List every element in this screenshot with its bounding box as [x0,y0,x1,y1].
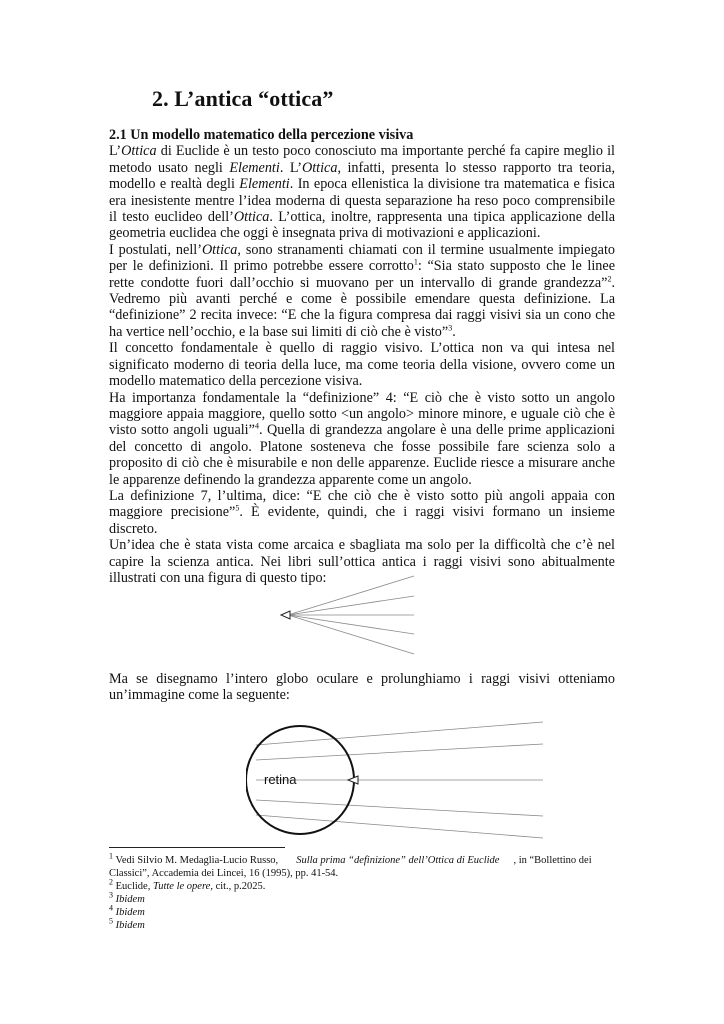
footnote-ref-5[interactable]: 5 [235,503,240,513]
paragraph-1: L’Ottica di Euclide è un testo poco conosciuto ma importante perché fa capire meglio il metodo usato negli Elementi. L’Ottica, infatti, presenta lo stesso rapporto tra teoria, modello e realtà degli Elementi. In epoca ellenistica la divisione tra matematica e fisica era inesistente mentre l’idea moderna di questa separazione ha reso poco comprensibile il testo euclideo dell’Ottica. L’ottica, inoltre, rappresenta una tipica applicazione della geometria euclidea che oggi è insegnata priva di motivazioni e applicazioni. [109,143,616,242]
footnote-ref-1[interactable]: 1 [413,257,418,267]
footnote-3: $^3$ Ibidem [109,890,145,905]
section-heading: 2.1 Un modello matematico della percezione visiva [109,127,414,143]
paragraph-5: La definizione 7, l’ultima, dice: “E che ciò che è visto sotto più angoli appaia con maggiore precisione”$^5$. È evidente, quindi, che i raggi visivi formano un insieme discreto. [109,487,615,537]
paragraph-2: I postulati, nell’Ottica, sono stranamenti chiamati con il termine usualmente impiegato per le definizioni. Il primo potrebbe essere corrotto$^1$: “Sia stato supposto che le linee rette condotte fuori dall’occhio si muovano per un intervallo di grande grandezza”$^2$. Vedremo più avanti perché e come è possibile emendare questa definizione. La “definizione” 2 recita invece: “E che la figura compresa dai raggi visivi sia un cono che ha vertice nell’occhio, e la base sui limiti di ciò che è visto”$^3$. [109,241,615,340]
footnote-4: $^4$ Ibidem [109,903,145,918]
footnote-ref-3[interactable]: 3 [448,323,453,333]
paragraph-3: Il concetto fondamentale è quello di raggio visivo. L’ottica non va qui intesa nel significato moderno di teoria della luce, ma come teoria della visione, ovvero come un modello matematico della percezione visiva. [109,340,615,390]
eyeball-rays-figure [246,720,546,840]
footnote-5: $^5$ Ibidem [109,916,145,931]
paragraph-6: Un’idea che è stata vista come arcaica e sbagliata ma solo per la difficoltà che c’è nel capire la scienza antica. Nei libri sull’ottica antica i raggi visivi sono abitualmente illustrati con una figura di questo tipo: [109,537,615,586]
eye-vertex-icon [281,611,290,619]
footnote-ref-4[interactable]: 4 [254,421,259,431]
footnote-1: $^1$ Vedi Silvio M. Medaglia-Lucio Russo, Sulla prima “definizione” dell’Ottica di Euclide , in “Bollettino dei Classici”, Accademia dei Lincei, 16 (1995), pp. 41-54. [109,851,592,879]
paragraph-7: Ma se disegnamo l’intero globo oculare e prolunghiamo i raggi visivi otteniamo un’immagine come la seguente: [109,671,615,704]
footnote-separator [109,847,285,848]
retina-label: retina [264,772,297,787]
footnote-ref-2[interactable]: 2 [607,273,612,283]
footnote-2: $^2$ Euclide, Tutte le opere, cit., p.2025. [109,877,266,892]
footnotes [109,851,615,932]
section-body [109,127,615,586]
paragraph-4: Ha importanza fondamentale la “definizione” 4: “E ciò che è visto sotto un angolo maggiore appaia maggiore, quello sotto <un angolo> minore minore, e uguale ciò che è visto sotto angoli uguali”$^4$. Quella di grandezza angolare è una delle prime applicazioni del concetto di angolo. Platone sosteneva che fosse possibile fare scienza solo a proposito di ciò che è misurabile e non delle apparenze. Euclide riesce a misurare anche le apparenze definendo la grandezza apparente come un angolo. [109,389,616,488]
visual-rays-figure [278,574,418,656]
page-title: 2. L’antica “ottica” [152,86,334,111]
